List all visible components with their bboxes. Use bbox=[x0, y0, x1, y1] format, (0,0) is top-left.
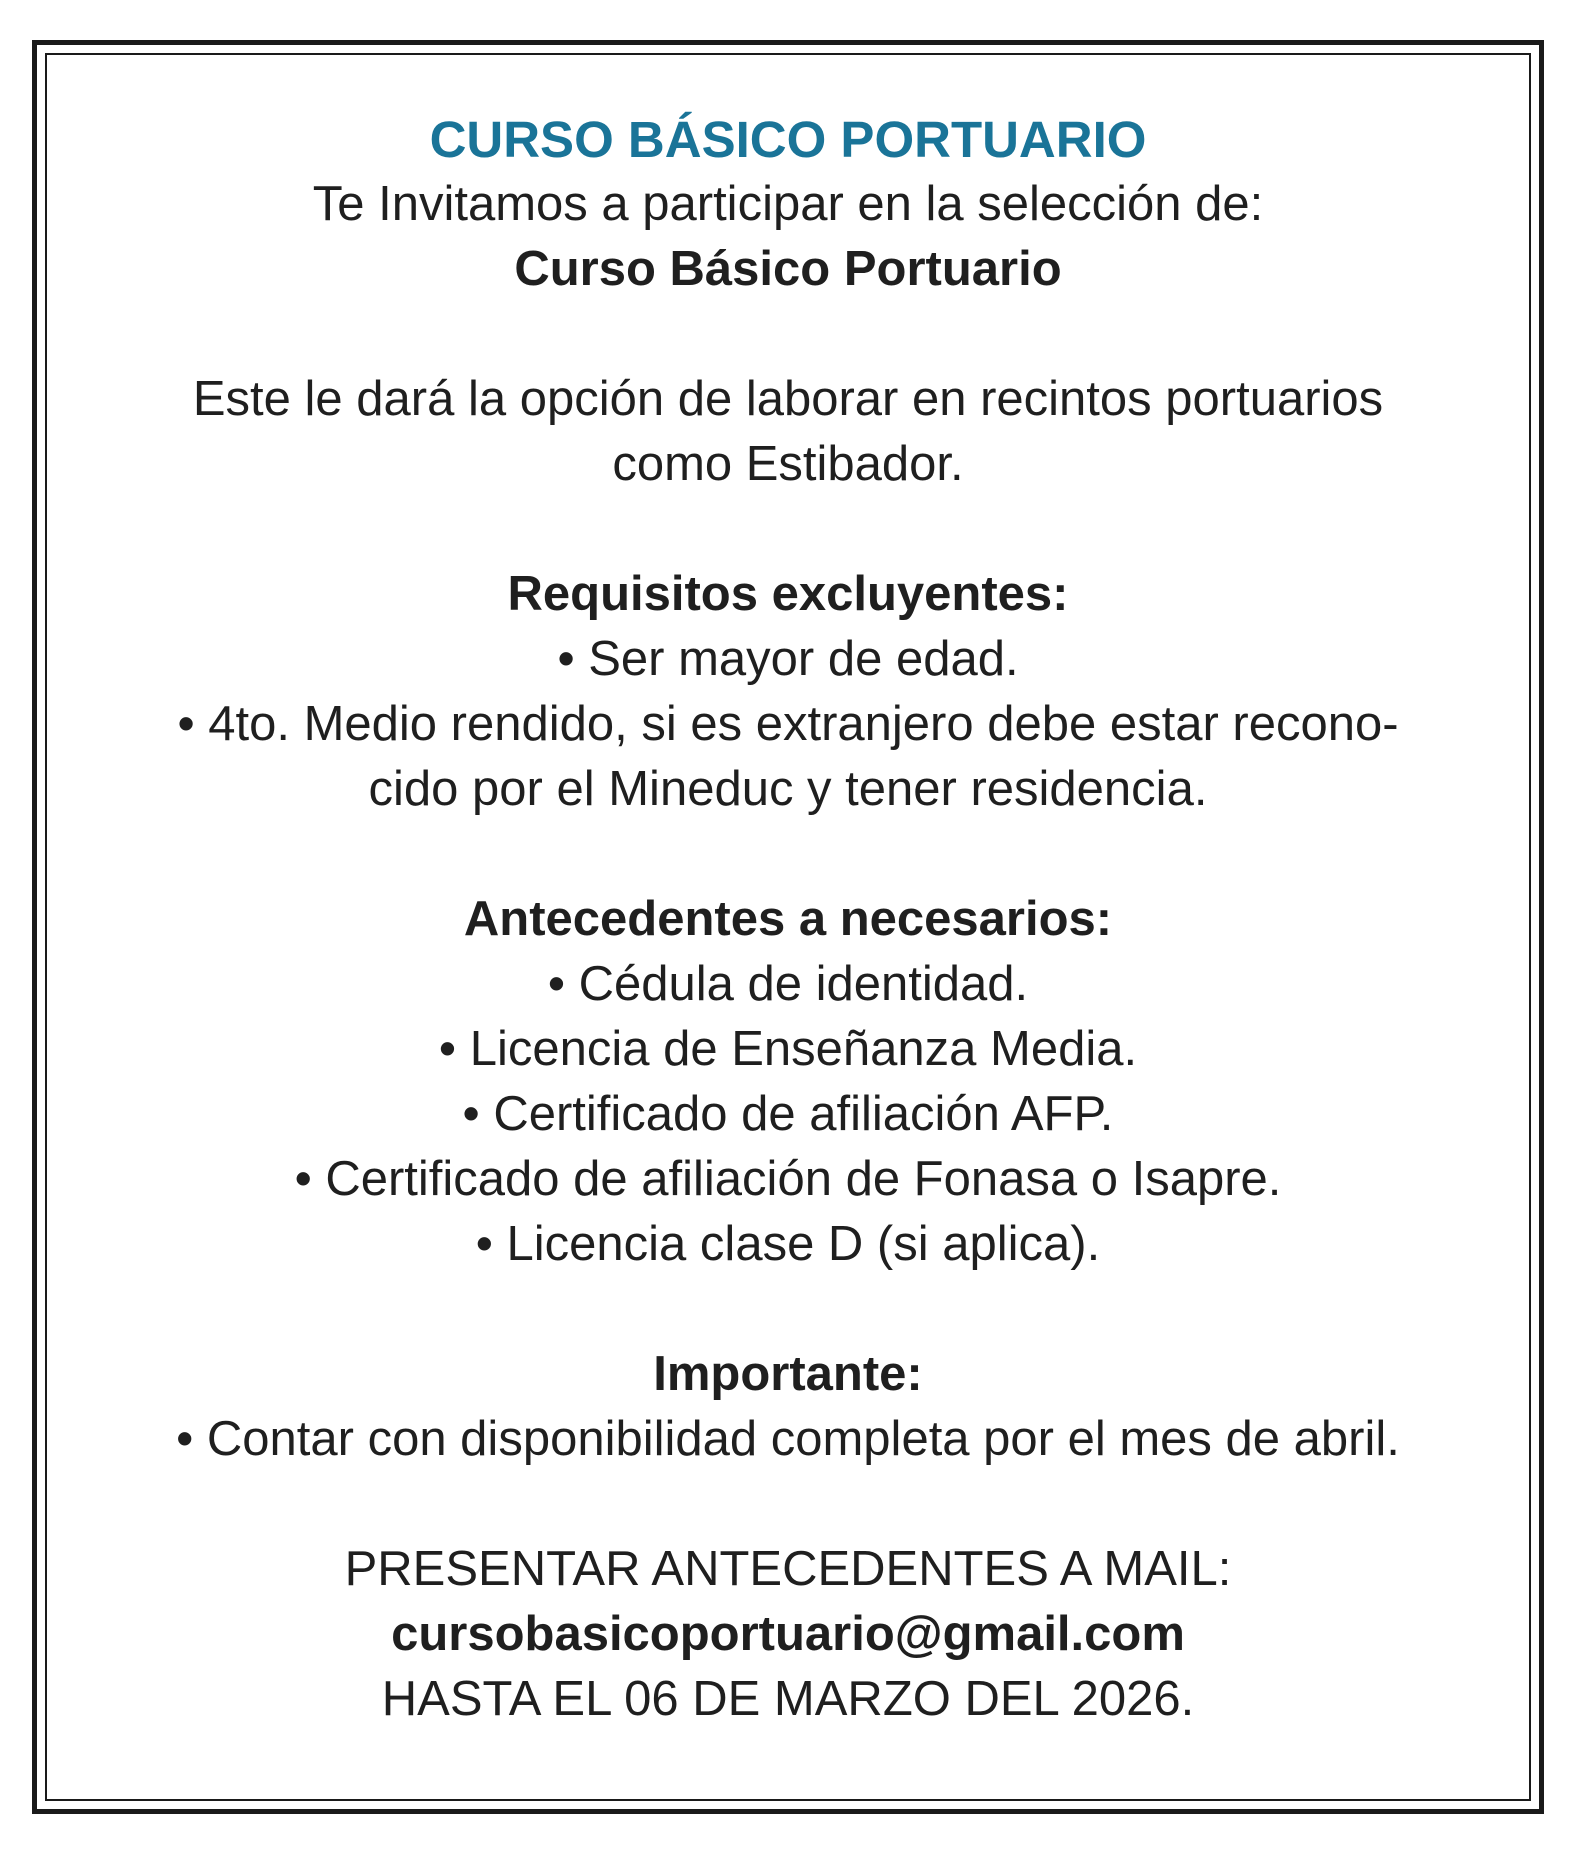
notice-frame bbox=[32, 40, 1544, 1814]
document-item: • Licencia clase D (si aplica). bbox=[475, 1217, 1101, 1271]
requirements-heading: Requisitos excluyentes: bbox=[507, 567, 1069, 621]
document-item: • Certificado de afiliación de Fonasa o Isapre. bbox=[294, 1152, 1282, 1206]
spacer bbox=[37, 822, 1539, 887]
spacer bbox=[37, 497, 1539, 562]
description-line-1: Este le dará la opción de laborar en recintos portuarios bbox=[192, 372, 1384, 426]
important-heading: Importante: bbox=[653, 1347, 923, 1401]
spacer bbox=[37, 1277, 1539, 1342]
requirement-item-continued: cido por el Mineduc y tener residencia. bbox=[368, 762, 1208, 816]
document-item: • Certificado de afiliación AFP. bbox=[462, 1087, 1114, 1141]
notice-content bbox=[37, 107, 1539, 1732]
submission-instruction: PRESENTAR ANTECEDENTES A MAIL: bbox=[344, 1542, 1232, 1596]
spacer bbox=[37, 302, 1539, 367]
description-line-2: como Estibador. bbox=[612, 437, 964, 491]
requirement-item: • 4to. Medio rendido, si es extranjero debe estar recono- bbox=[177, 697, 1399, 751]
invite-text: Te Invitamos a participar en la selección de: bbox=[312, 177, 1264, 231]
submission-email: cursobasicoportuario@gmail.com bbox=[391, 1607, 1185, 1661]
documents-heading: Antecedentes a necesarios: bbox=[463, 892, 1113, 946]
document-item: • Licencia de Enseñanza Media. bbox=[438, 1022, 1138, 1076]
notice-title: CURSO BÁSICO PORTUARIO bbox=[429, 111, 1147, 168]
important-item: • Contar con disponibilidad completa por el mes de abril. bbox=[176, 1412, 1400, 1466]
requirement-item: • Ser mayor de edad. bbox=[557, 632, 1019, 686]
submission-deadline: HASTA EL 06 DE MARZO DEL 2026. bbox=[381, 1672, 1195, 1726]
spacer bbox=[37, 1472, 1539, 1537]
document-item: • Cédula de identidad. bbox=[547, 957, 1029, 1011]
course-name: Curso Básico Portuario bbox=[514, 242, 1062, 296]
